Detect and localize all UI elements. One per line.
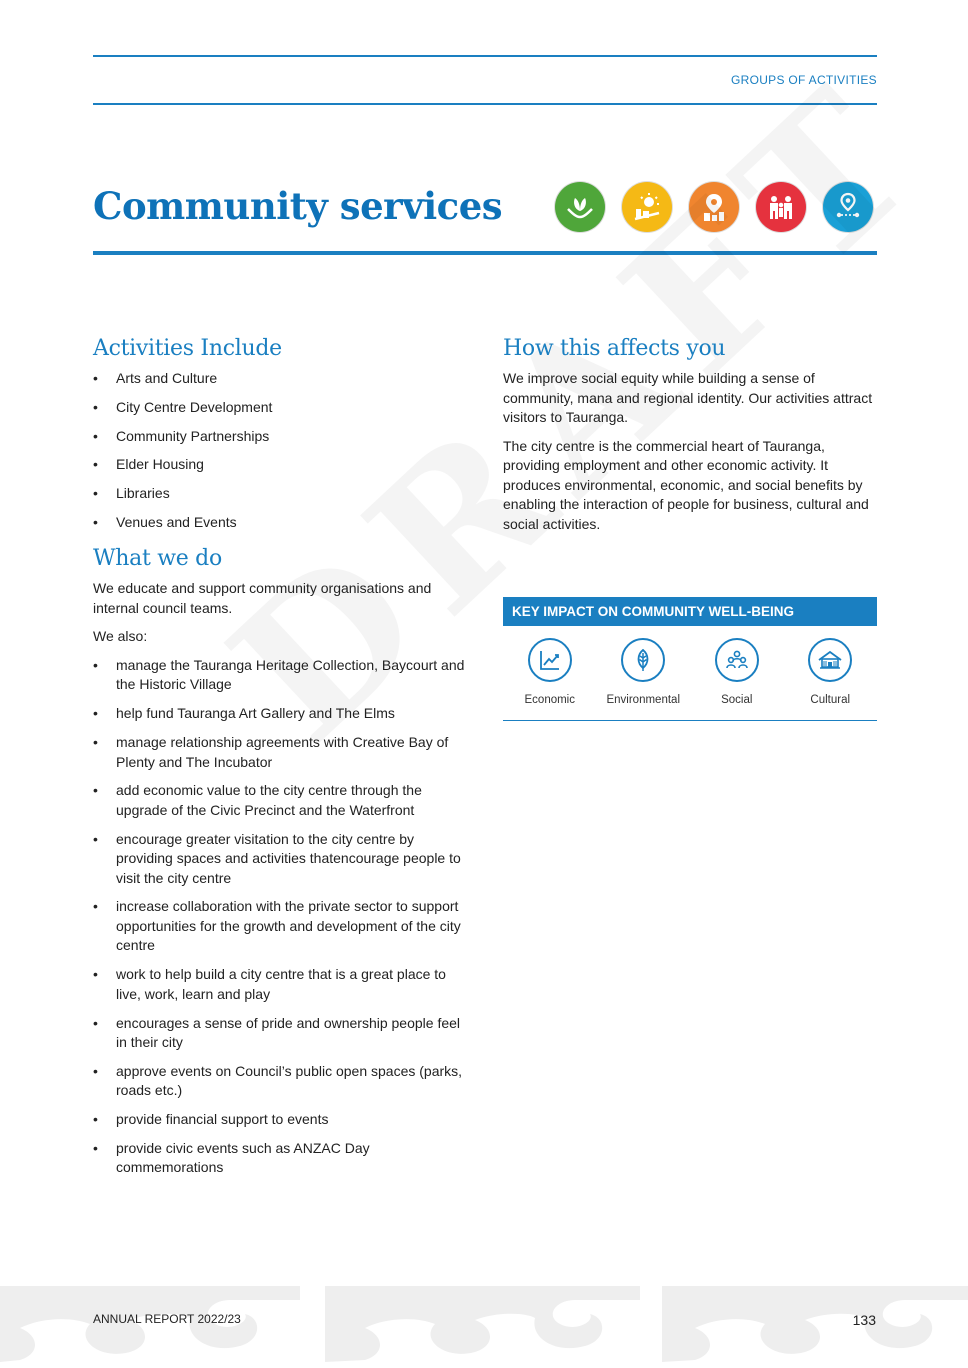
impact-label: Environmental (606, 694, 680, 706)
what-we-do-intro: We educate and support community organisations and internal council teams. (93, 580, 432, 616)
activities-heading: Activities Include (93, 336, 282, 361)
list-item: • encourages a sense of pride and ownership people feel in their city (93, 1014, 468, 1053)
list-item: • provide financial support to events (93, 1110, 468, 1130)
right-column (503, 336, 877, 543)
key-impact-icons (503, 638, 877, 706)
section-label: GROUPS OF ACTIVITIES (730, 73, 877, 87)
list-item: • Elder Housing (93, 455, 468, 475)
how-affects-paragraph: The city centre is the commercial heart of Tauranga, providing employment and other economic activity. It produces environmental, economic, and social benefits by enabling the interaction of people for business, cultural and social activities. (503, 437, 869, 532)
impact-environmental (597, 638, 691, 706)
impact-label: Cultural (810, 694, 851, 706)
map-pin-network-icon (823, 182, 873, 232)
leaf-icon (621, 638, 665, 682)
activities-list (93, 369, 468, 532)
list-item: • Arts and Culture (93, 369, 468, 389)
list-item: • increase collaboration with the private sector to support opportunities for the growth and development of the city centre (93, 897, 468, 956)
list-item: • help fund Tauranga Art Gallery and The Elms (93, 704, 468, 724)
chart-line-icon (528, 638, 572, 682)
list-item: • manage the Tauranga Heritage Collection, Baycourt and the Historic Village (93, 656, 468, 695)
header-bottom-rule (93, 103, 877, 105)
footer-report-title: ANNUAL REPORT 2022/23 (93, 1312, 241, 1326)
impact-label: Social (721, 694, 753, 706)
key-impact-heading: KEY IMPACT ON COMMUNITY WELL-BEING (503, 597, 877, 626)
goal-icons (555, 182, 873, 232)
how-affects-heading: How this affects you (503, 336, 726, 361)
list-item: • manage relationship agreements with Creative Bay of Plenty and The Incubator (93, 733, 468, 772)
what-we-do-list (93, 656, 468, 1178)
impact-social (690, 638, 784, 706)
what-we-do-heading: What we do (93, 546, 222, 572)
header-top-rule (93, 55, 877, 57)
left-column (93, 336, 468, 1187)
list-item: • add economic value to the city centre through the upgrade of the Civic Precinct and the Waterfront (93, 781, 468, 820)
impact-label: Economic (524, 694, 575, 706)
impact-cultural (784, 638, 878, 706)
list-item: • Venues and Events (93, 513, 468, 533)
list-item: • provide civic events such as ANZAC Day commemorations (93, 1139, 468, 1178)
impact-economic (503, 638, 597, 706)
list-item: • encourage greater visitation to the city centre by providing spaces and activities thatencourage people to visit the city centre (93, 830, 468, 889)
page-title: Community services (93, 184, 503, 228)
location-building-icon (689, 182, 739, 232)
page-number: 133 (852, 1312, 876, 1328)
key-impact-rule (503, 720, 877, 721)
people-group-icon (715, 638, 759, 682)
family-icon (756, 182, 806, 232)
sun-city-icon (622, 182, 672, 232)
list-item: • City Centre Development (93, 398, 468, 418)
title-rule (93, 251, 877, 255)
hands-plant-icon (555, 182, 605, 232)
how-affects-paragraph: We improve social equity while building a sense of community, mana and regional identity. Our activities attract visitors to Tauranga. (503, 370, 873, 425)
marae-icon (808, 638, 852, 682)
list-item: • approve events on Council’s public open spaces (parks, roads etc.) (93, 1062, 468, 1101)
list-item: • Libraries (93, 484, 468, 504)
list-item: • Community Partnerships (93, 427, 468, 447)
what-we-do-also: We also: (93, 628, 148, 645)
list-item: • work to help build a city centre that is a great place to live, work, learn and play (93, 965, 468, 1004)
